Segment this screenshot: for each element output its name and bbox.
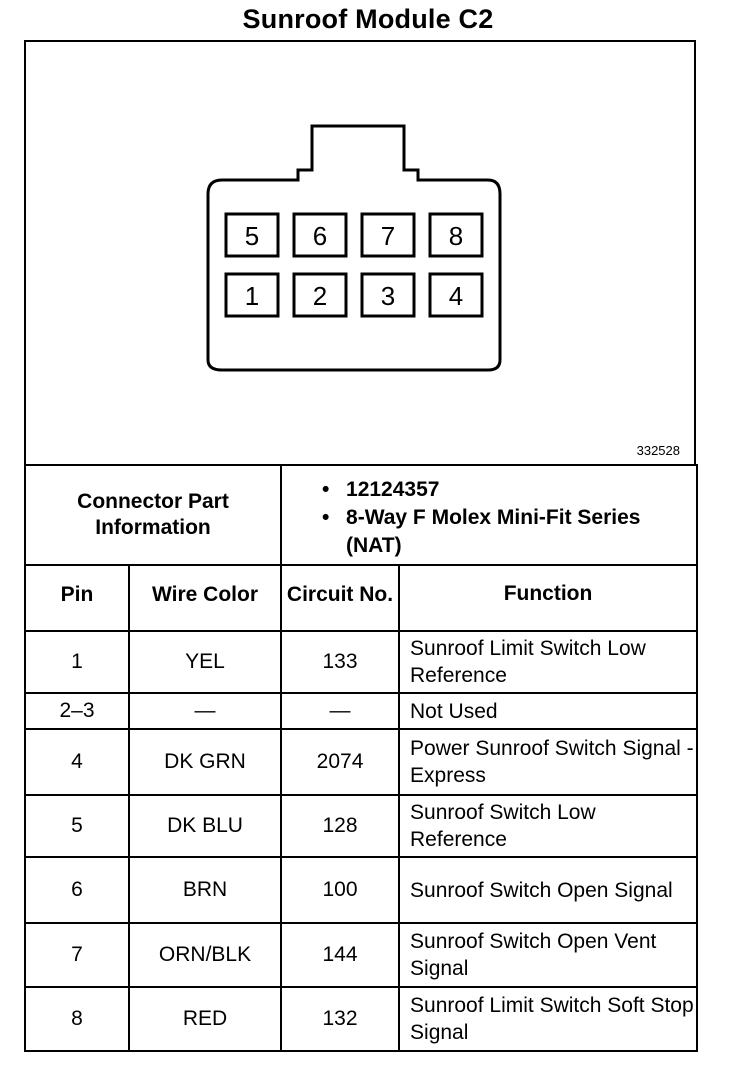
function-cell: Power Sunroof Switch Signal - Express (399, 729, 697, 795)
pin-cell: 2–3 (25, 693, 129, 729)
pin-cell: 7 (25, 923, 129, 987)
pin-cavity-5 (226, 214, 278, 256)
pin-number-label: 6 (312, 221, 328, 251)
table-row (25, 693, 697, 729)
pin-number-label: 1 (244, 281, 260, 311)
function-cell: Sunroof Limit Switch Soft Stop Signal (399, 987, 697, 1051)
connector-pinout-table (24, 464, 698, 1052)
pin-cavity-8 (430, 214, 482, 256)
wire-color-cell: DK BLU (129, 795, 281, 857)
table-row (25, 857, 697, 923)
bullet-icon: • (322, 506, 330, 529)
circuit-cell: 2074 (281, 729, 399, 795)
circuit-cell: 128 (281, 795, 399, 857)
pin-number-label: 3 (380, 281, 396, 311)
figure-id: 332528 (636, 443, 680, 458)
pin-cavity-7 (362, 214, 414, 256)
pin-cavity-3 (362, 274, 414, 316)
pin-number-label: 4 (448, 281, 464, 311)
wire-color-cell: DK GRN (129, 729, 281, 795)
table-row (25, 729, 697, 795)
part-info-label: Connector Part Information (25, 465, 281, 565)
function-cell: Sunroof Limit Switch Low Reference (399, 631, 697, 693)
pin-cavity-6 (294, 214, 346, 256)
header-function: Function (399, 565, 697, 631)
bullet-icon: • (322, 478, 330, 501)
pin-number-label: 8 (448, 221, 464, 251)
connector-diagram-panel (24, 40, 696, 466)
pin-cavity-1 (226, 274, 278, 316)
wire-color-cell: RED (129, 987, 281, 1051)
circuit-cell: 133 (281, 631, 399, 693)
circuit-cell: — (281, 693, 399, 729)
wire-color-cell: — (129, 693, 281, 729)
table-row (25, 631, 697, 693)
pin-cell: 4 (25, 729, 129, 795)
part-info-item (322, 504, 696, 560)
circuit-cell: 132 (281, 987, 399, 1051)
pin-cell: 1 (25, 631, 129, 693)
wire-color-cell: ORN/BLK (129, 923, 281, 987)
pin-number-label: 5 (244, 221, 260, 251)
page-title: Sunroof Module C2 (242, 4, 494, 34)
part-info-row (25, 465, 697, 565)
pin-number-label: 7 (380, 221, 396, 251)
table-row (25, 987, 697, 1051)
header-circuit-no: Circuit No. (281, 565, 399, 631)
pin-cavity-2 (294, 274, 346, 316)
part-info-list (281, 465, 697, 565)
wire-color-cell: YEL (129, 631, 281, 693)
wire-color-cell: BRN (129, 857, 281, 923)
circuit-cell: 144 (281, 923, 399, 987)
pin-cavity-4 (430, 274, 482, 316)
table-row (25, 923, 697, 987)
function-cell: Not Used (399, 693, 697, 729)
function-cell: Sunroof Switch Open Signal (399, 857, 697, 923)
circuit-cell: 100 (281, 857, 399, 923)
pin-number-label: 2 (312, 281, 328, 311)
pin-cell: 6 (25, 857, 129, 923)
header-pin: Pin (25, 565, 129, 631)
pin-cell: 8 (25, 987, 129, 1051)
table-row (25, 795, 697, 857)
function-cell: Sunroof Switch Low Reference (399, 795, 697, 857)
part-number: 12124357 (346, 478, 440, 501)
header-wire-color: Wire Color (129, 565, 281, 631)
pin-cell: 5 (25, 795, 129, 857)
header-row (25, 565, 697, 631)
function-cell: Sunroof Switch Open Vent Signal (399, 923, 697, 987)
part-description: 8-Way F Molex Mini-Fit Series (NAT) (346, 506, 641, 557)
connector-face-drawing (26, 42, 698, 468)
part-info-item (322, 476, 696, 504)
